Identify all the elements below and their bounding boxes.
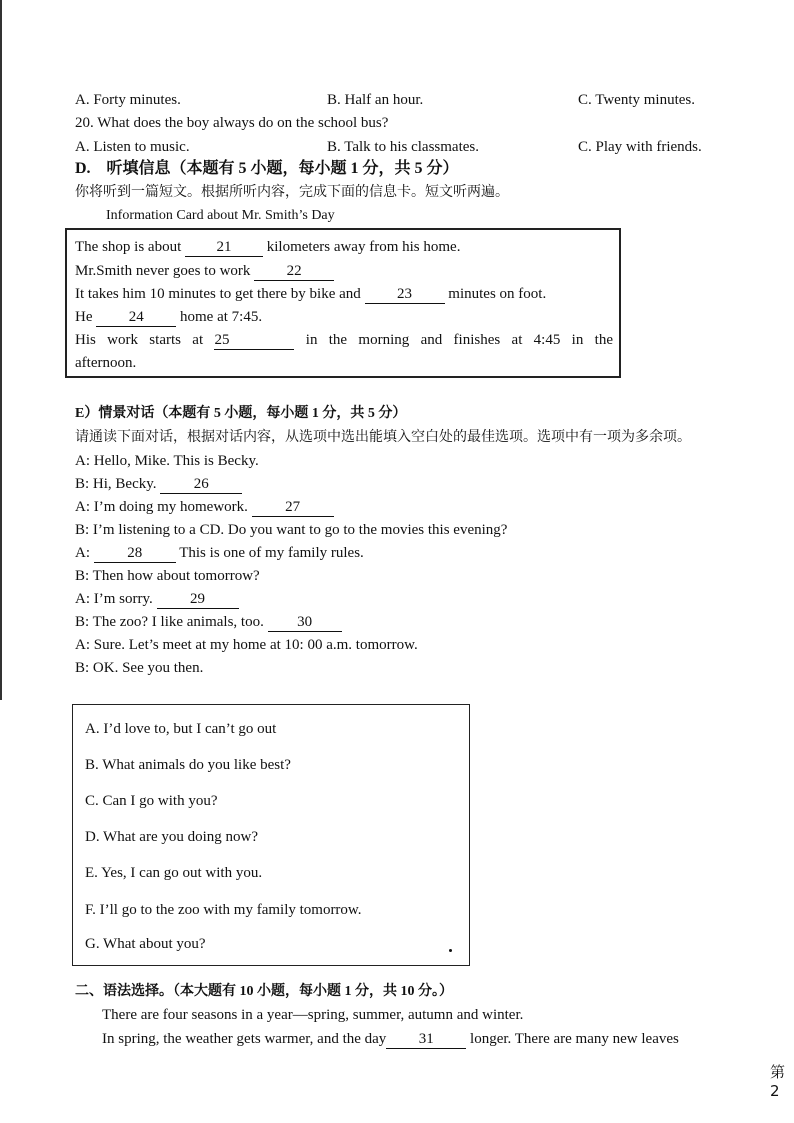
q20-option-a: A. Listen to music. — [75, 139, 190, 155]
q20-question: 20. What does the boy always do on the school bus? — [75, 115, 389, 131]
blank-23[interactable]: 23 — [365, 286, 445, 304]
q19-option-a: A. Forty minutes. — [75, 92, 181, 108]
card-line-22: Mr.Smith never goes to work 22 — [75, 261, 334, 281]
dialogue-line: B: I’m listening to a CD. Do you want to go to the movies this evening? — [75, 522, 508, 538]
option-f[interactable]: F. I’ll go to the zoo with my family tomorrow. — [85, 902, 362, 918]
grammar-line-1: There are four seasons in a year—spring, summer, autumn and winter. — [102, 1007, 524, 1023]
section-d-heading: D. 听填信息（本题有 5 小题，每小题 1 分，共 5 分） — [75, 160, 459, 177]
blank-29[interactable]: 29 — [157, 591, 239, 609]
card-line-25: His work starts at 25 in the morning and finishes at 4:45 in the — [75, 332, 613, 348]
section-e-instruction: 请通读下面对话，根据对话内容，从选项中选出能填入空白处的最佳选项。选项中有一项为多余项。 — [75, 430, 691, 445]
options-box — [72, 704, 470, 966]
card-line-21: The shop is about 21 kilometers away from his home. — [75, 239, 461, 255]
dialogue-line: B: The zoo? I like animals, too. 30 — [75, 612, 342, 632]
blank-21[interactable]: 21 — [185, 239, 263, 257]
blank-24[interactable]: 24 — [96, 309, 176, 327]
option-e[interactable]: E. Yes, I can go out with you. — [85, 865, 263, 881]
blank-31[interactable]: 31 — [386, 1031, 466, 1049]
blank-26[interactable]: 26 — [160, 476, 242, 494]
scan-dot — [449, 949, 452, 952]
option-a[interactable]: A. I’d love to, but I can’t go out — [85, 721, 277, 737]
dialogue-line: B: Then how about tomorrow? — [75, 568, 260, 584]
option-g[interactable]: G. What about you? — [85, 936, 206, 952]
q19-option-c: C. Twenty minutes. — [578, 92, 696, 108]
dialogue-line: A: Sure. Let’s meet at my home at 10: 00 a.m. tomorrow. — [75, 637, 418, 653]
option-c[interactable]: C. Can I go with you? — [85, 793, 218, 809]
q19-option-b: B. Half an hour. — [327, 92, 424, 108]
page-number: 第 2 — [770, 1063, 786, 1100]
grammar-line-2: In spring, the weather gets warmer, and the day 31 longer. There are many new leaves — [102, 1031, 679, 1047]
dialogue-line: A: 28 This is one of my family rules. — [75, 545, 364, 561]
dialogue-line: B: OK. See you then. — [75, 660, 204, 676]
option-d[interactable]: D. What are you doing now? — [85, 829, 259, 845]
section-d-instruction: 你将听到一篇短文。根据所听内容，完成下面的信息卡。短文听两遍。 — [75, 185, 509, 200]
blank-25[interactable]: 25 — [214, 332, 294, 350]
blank-27[interactable]: 27 — [252, 499, 334, 517]
blank-30[interactable]: 30 — [268, 614, 342, 632]
dialogue-line: B: Hi, Becky. 26 — [75, 474, 242, 494]
information-card — [65, 228, 621, 378]
scan-edge-line — [0, 0, 2, 700]
info-card-title: Information Card about Mr. Smith’s Day — [106, 208, 335, 223]
section-e-heading: E）情景对话（本题有 5 小题，每小题 1 分，共 5 分） — [75, 406, 407, 421]
grammar-heading: 二、语法选择。（本大题有 10 小题，每小题 1 分，共 10 分。） — [75, 984, 453, 999]
q20-option-c: C. Play with friends. — [578, 139, 702, 155]
dialogue-line: A: Hello, Mike. This is Becky. — [75, 453, 259, 469]
card-line-23: It takes him 10 minutes to get there by bike and 23 minutes on foot. — [75, 286, 547, 302]
blank-28[interactable]: 28 — [94, 545, 176, 563]
card-line-24: He 24 home at 7:45. — [75, 309, 263, 325]
blank-22[interactable]: 22 — [254, 263, 334, 281]
q20-option-b: B. Talk to his classmates. — [327, 139, 479, 155]
dialogue-line: A: I’m doing my homework. 27 — [75, 497, 334, 517]
option-b[interactable]: B. What animals do you like best? — [85, 757, 291, 773]
dialogue-line: A: I’m sorry. 29 — [75, 589, 239, 609]
card-line-afternoon: afternoon. — [75, 355, 137, 371]
